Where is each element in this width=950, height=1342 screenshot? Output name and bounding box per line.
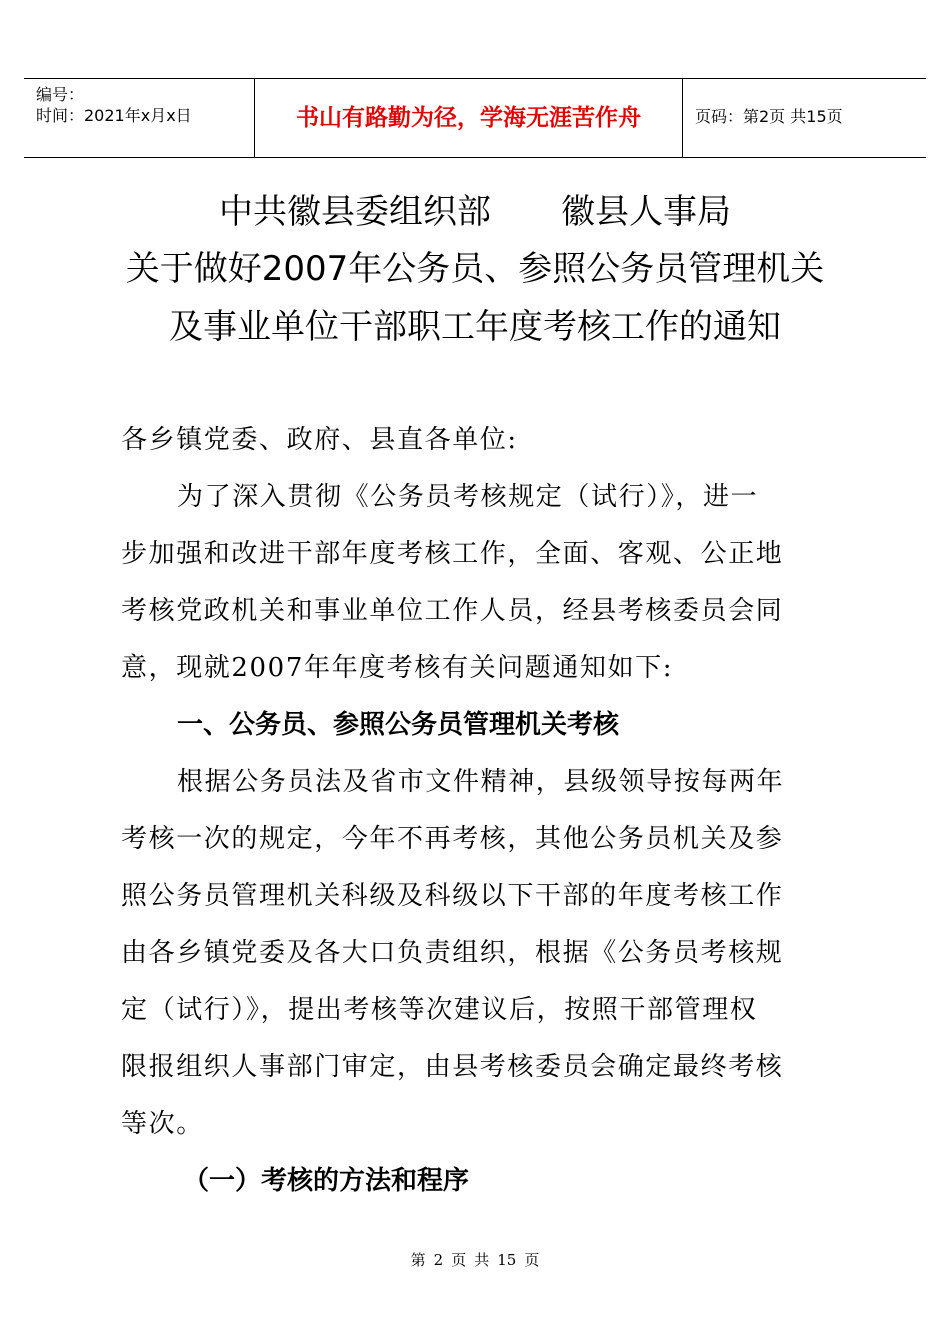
para2-line: 由各乡镇党委及各大口负责组织，根据《公务员考核规 xyxy=(121,938,784,968)
time-label: 时间：2021年x月x日 xyxy=(36,106,192,125)
header-left-cell xyxy=(24,79,254,157)
para2-line: 等次。 xyxy=(121,1109,204,1139)
para2-line: 照公务员管理机关科级及科级以下干部的年度考核工作 xyxy=(121,881,784,911)
para2-line: 限报组织人事部门审定，由县考核委员会确定最终考核 xyxy=(121,1052,784,1082)
page-header xyxy=(24,78,926,158)
para1-line: 步加强和改进干部年度考核工作，全面、客观、公正地 xyxy=(121,539,784,569)
para2-line: 根据公务员法及省市文件精神，县级领导按每两年 xyxy=(177,767,785,797)
para1-line: 意，现就2007年年度考核有关问题通知如下: xyxy=(121,653,674,683)
title-line-3: 及事业单位干部职工年度考核工作的通知 xyxy=(169,307,781,347)
footer-di: 第 xyxy=(410,1251,426,1269)
page-footer xyxy=(0,1250,950,1270)
section-heading-1: 一、公务员、参照公务员管理机关考核 xyxy=(177,710,620,740)
para2-line: 考核一次的规定，今年不再考核，其他公务员机关及参 xyxy=(121,824,784,854)
footer-ye: 页 xyxy=(451,1251,467,1269)
para1-line: 考核党政机关和事业单位工作人员，经县考核委员会同 xyxy=(121,596,784,626)
title-line-2: 关于做好2007年公务员、参照公务员管理机关 xyxy=(125,249,825,289)
title-org-2: 徽县人事局 xyxy=(561,192,731,232)
footer-ye: 页 xyxy=(524,1251,540,1269)
serial-label: 编号： xyxy=(36,85,85,104)
motto-text: 书山有路勤为径，学海无涯苦作舟 xyxy=(296,105,641,131)
section-heading-2: （一）考核的方法和程序 xyxy=(183,1166,470,1196)
footer-page-number: 2 xyxy=(433,1251,444,1269)
footer-gong: 共 xyxy=(474,1251,490,1269)
para2-line: 定（试行）》，提出考核等次建议后，按照干部管理权 xyxy=(121,995,758,1025)
footer-total-pages: 15 xyxy=(497,1251,517,1269)
header-page-info: 页码：第2页 共15页 xyxy=(695,107,843,126)
title-org-1: 中共徽县委组织部 xyxy=(219,192,491,232)
header-motto-cell xyxy=(254,79,683,157)
header-right-cell xyxy=(682,79,926,157)
para1-line: 为了深入贯彻《公务员考核规定（试行）》，进一 xyxy=(177,482,759,512)
salutation: 各乡镇党委、政府、县直各单位: xyxy=(121,425,518,455)
title-line-1 xyxy=(70,191,880,233)
